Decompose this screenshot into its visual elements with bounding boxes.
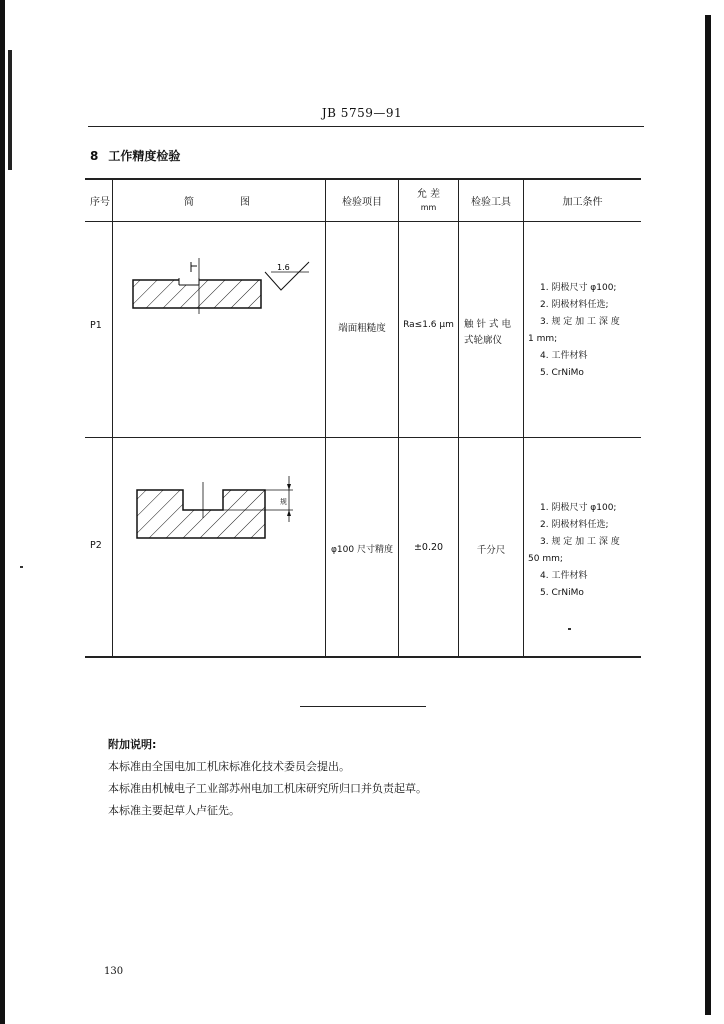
- header-tool: 检验工具: [471, 197, 511, 208]
- scan-edge-left: [0, 0, 5, 1024]
- header-tolerance: 允 差: [416, 189, 441, 200]
- additional-notes: [108, 734, 427, 822]
- row-p1-tolerance: Ra≤1.6 μm: [403, 320, 454, 330]
- section-title: [90, 147, 180, 164]
- header-item: 检验项目: [342, 197, 382, 208]
- row-p1-item: 端面粗糙度: [338, 323, 386, 334]
- condition-item: 50 mm;: [528, 554, 563, 564]
- condition-item: 2. 阴极材料任选;: [540, 520, 609, 530]
- col-divider-tolerance: [458, 179, 459, 656]
- row-p2-conditions: [528, 500, 640, 602]
- row-p1-sketch: [113, 222, 325, 436]
- header-rule: [88, 126, 644, 127]
- row-p2-seq: P2: [90, 540, 102, 551]
- condition-item: 1. 阴极尺寸 φ100;: [540, 283, 617, 293]
- header-tolerance-unit: mm: [420, 203, 437, 212]
- page-number: 130: [104, 966, 124, 977]
- header-sketch-b: 图: [240, 197, 250, 208]
- scan-speck: [568, 628, 571, 630]
- p1-cut-notch: [179, 278, 199, 285]
- condition-item: 1 mm;: [528, 334, 558, 344]
- scan-edge-right: [705, 15, 711, 1015]
- p1-roughness-label: 1.6: [277, 263, 290, 272]
- notes-separator: [300, 706, 426, 707]
- notes-heading: 附加说明:: [108, 738, 157, 751]
- condition-item: 4. 工件材料: [540, 571, 588, 581]
- header-seq: 序号: [90, 197, 110, 208]
- row-p1-seq: P1: [90, 320, 102, 331]
- notes-line: 本标准由机械电子工业部苏州电加工机床研究所归口并负责起草。: [108, 782, 427, 795]
- row-p1-tool-line1: 触 针 式 电: [464, 319, 512, 330]
- section-heading: 工作精度检验: [108, 149, 181, 163]
- header-conditions: 加工条件: [562, 197, 603, 208]
- condition-item: 5. CrNiMo: [540, 368, 584, 378]
- row-p2-sketch: [113, 438, 325, 656]
- standard-code: JB 5759—91: [321, 106, 403, 120]
- scan-speck: [20, 566, 23, 568]
- condition-item: 2. 阴极材料任选;: [540, 300, 609, 310]
- condition-item: 4. 工件材料: [540, 351, 588, 361]
- section-number: 8: [90, 149, 99, 163]
- row-p2-item: φ100 尺寸精度: [331, 545, 393, 555]
- condition-item: 3. 规 定 加 工 深 度: [540, 317, 620, 327]
- condition-item: 5. CrNiMo: [540, 588, 584, 598]
- notes-line: 本标准主要起草人卢征先。: [108, 804, 240, 817]
- p2-dimension-label: 规: [280, 498, 287, 506]
- row-p2-tool: 千分尺: [476, 545, 506, 556]
- header-sketch-a: 简: [184, 197, 194, 208]
- condition-item: 3. 规 定 加 工 深 度: [540, 537, 620, 547]
- row-p2-tolerance: ±0.20: [413, 542, 444, 553]
- table-top-rule: [85, 178, 641, 180]
- p2-workpiece: [137, 490, 265, 538]
- notes-line: 本标准由全国电加工机床标准化技术委员会提出。: [108, 760, 350, 773]
- col-divider-tool: [523, 179, 524, 656]
- col-divider-item: [398, 179, 399, 656]
- condition-item: 1. 阴极尺寸 φ100;: [540, 503, 617, 513]
- row-p1-tool-line2: 式轮廓仪: [464, 335, 503, 346]
- row-p1-conditions: [528, 280, 640, 382]
- col-divider-sketch: [325, 179, 326, 656]
- table-bottom-rule: [85, 656, 641, 658]
